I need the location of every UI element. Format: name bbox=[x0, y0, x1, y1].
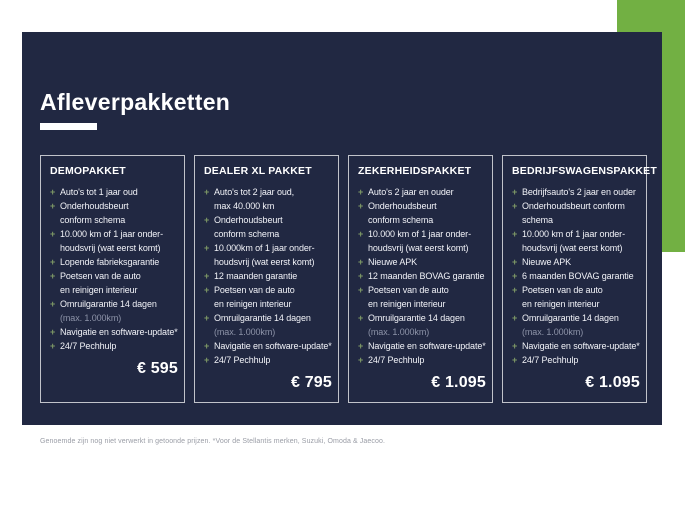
feature-line: en reinigen interieur bbox=[214, 299, 292, 309]
package-name: ZEKERHEIDSPAKKET bbox=[358, 165, 472, 177]
package-card bbox=[502, 155, 657, 403]
feature-line: Onderhoudsbeurt bbox=[368, 201, 437, 211]
feature-line: Navigatie en software-update* bbox=[60, 327, 178, 337]
feature-line: houdsvrij (wat eerst komt) bbox=[60, 243, 161, 253]
title-underline bbox=[40, 123, 97, 130]
feature-line: en reinigen interieur bbox=[522, 299, 600, 309]
package-card bbox=[40, 155, 185, 403]
feature-item bbox=[358, 199, 486, 227]
feature-item bbox=[358, 269, 486, 283]
feature-line: Onderhoudsbeurt bbox=[60, 201, 129, 211]
feature-line: Auto's tot 1 jaar oud bbox=[60, 187, 138, 197]
package-price: € 795 bbox=[290, 374, 332, 391]
plus-bullet-icon: + bbox=[512, 355, 518, 365]
feature-line: max 40.000 km bbox=[214, 201, 275, 211]
feature-line: Poetsen van de auto bbox=[60, 271, 141, 281]
plus-bullet-icon: + bbox=[358, 285, 364, 295]
feature-item bbox=[204, 353, 332, 367]
plus-bullet-icon: + bbox=[512, 341, 518, 351]
feature-item bbox=[358, 353, 486, 367]
feature-item bbox=[204, 185, 332, 213]
feature-line: schema bbox=[522, 215, 553, 225]
slide-background bbox=[22, 32, 662, 425]
package-name: DEALER XL PAKKET bbox=[204, 165, 312, 177]
feature-line: conform schema bbox=[60, 215, 126, 225]
plus-bullet-icon: + bbox=[204, 243, 210, 253]
feature-line: Navigatie en software-update* bbox=[214, 341, 332, 351]
footnote: Genoemde zijn nog niet verwerkt in getoonde prijzen. *Voor de Stellantis merken, Suzuki, Omoda & Jaecoo. bbox=[40, 438, 386, 445]
plus-bullet-icon: + bbox=[358, 355, 364, 365]
feature-line: 10.000 km of 1 jaar onder- bbox=[368, 229, 471, 239]
feature-note: (max. 1.000km) bbox=[368, 327, 430, 337]
feature-line: Poetsen van de auto bbox=[368, 285, 449, 295]
plus-bullet-icon: + bbox=[50, 327, 56, 337]
plus-bullet-icon: + bbox=[512, 285, 518, 295]
feature-item bbox=[512, 353, 640, 367]
feature-line: 24/7 Pechhulp bbox=[214, 355, 271, 365]
package-card bbox=[194, 155, 339, 403]
plus-bullet-icon: + bbox=[204, 187, 210, 197]
feature-item bbox=[358, 227, 486, 255]
feature-line: Navigatie en software-update* bbox=[522, 341, 640, 351]
feature-item bbox=[358, 255, 486, 269]
feature-item bbox=[50, 269, 178, 297]
package-price: € 1.095 bbox=[585, 374, 640, 391]
feature-note: (max. 1.000km) bbox=[522, 327, 584, 337]
feature-line: 24/7 Pechhulp bbox=[60, 341, 117, 351]
plus-bullet-icon: + bbox=[204, 271, 210, 281]
feature-note: (max. 1.000km) bbox=[214, 327, 276, 337]
feature-line: Nieuwe APK bbox=[368, 257, 418, 267]
feature-item bbox=[512, 185, 640, 199]
plus-bullet-icon: + bbox=[50, 271, 56, 281]
plus-bullet-icon: + bbox=[50, 257, 56, 267]
feature-line: 10.000 km of 1 jaar onder- bbox=[522, 229, 625, 239]
feature-item bbox=[512, 283, 640, 311]
feature-line: houdsvrij (wat eerst komt) bbox=[368, 243, 469, 253]
plus-bullet-icon: + bbox=[358, 201, 364, 211]
feature-item bbox=[50, 325, 178, 339]
feature-item bbox=[204, 283, 332, 311]
feature-line: Bedrijfsauto's 2 jaar en ouder bbox=[522, 187, 636, 197]
feature-item bbox=[512, 339, 640, 353]
package-price: € 595 bbox=[136, 360, 178, 377]
plus-bullet-icon: + bbox=[358, 313, 364, 323]
feature-line: Auto's tot 2 jaar oud, bbox=[214, 187, 295, 197]
feature-line: 24/7 Pechhulp bbox=[368, 355, 425, 365]
feature-line: 6 maanden BOVAG garantie bbox=[522, 271, 634, 281]
feature-line: en reinigen interieur bbox=[368, 299, 446, 309]
feature-item bbox=[512, 269, 640, 283]
plus-bullet-icon: + bbox=[512, 257, 518, 267]
feature-line: Poetsen van de auto bbox=[522, 285, 603, 295]
feature-line: Navigatie en software-update* bbox=[368, 341, 486, 351]
feature-line: Nieuwe APK bbox=[522, 257, 572, 267]
plus-bullet-icon: + bbox=[50, 229, 56, 239]
plus-bullet-icon: + bbox=[512, 271, 518, 281]
plus-bullet-icon: + bbox=[204, 355, 210, 365]
feature-item bbox=[204, 311, 332, 339]
feature-line: en reinigen interieur bbox=[60, 285, 138, 295]
feature-line: Omruilgarantie 14 dagen bbox=[368, 313, 465, 323]
plus-bullet-icon: + bbox=[358, 271, 364, 281]
plus-bullet-icon: + bbox=[512, 229, 518, 239]
package-cards bbox=[40, 155, 657, 403]
feature-item bbox=[358, 339, 486, 353]
feature-item bbox=[50, 227, 178, 255]
feature-line: 12 maanden garantie bbox=[214, 271, 298, 281]
feature-item bbox=[204, 339, 332, 353]
feature-line: conform schema bbox=[214, 229, 280, 239]
feature-item bbox=[50, 199, 178, 227]
plus-bullet-icon: + bbox=[358, 341, 364, 351]
feature-line: 10.000 km of 1 jaar onder- bbox=[60, 229, 163, 239]
feature-item bbox=[204, 213, 332, 241]
package-price: € 1.095 bbox=[431, 374, 486, 391]
feature-item bbox=[358, 311, 486, 339]
feature-line: Omruilgarantie 14 dagen bbox=[214, 313, 311, 323]
feature-item bbox=[204, 241, 332, 269]
feature-item bbox=[512, 227, 640, 255]
plus-bullet-icon: + bbox=[358, 229, 364, 239]
package-name: BEDRIJFSWAGENSPAKKET bbox=[512, 165, 657, 177]
feature-item bbox=[50, 185, 178, 199]
feature-line: 10.000km of 1 jaar onder- bbox=[214, 243, 315, 253]
package-name: DEMOPAKKET bbox=[50, 165, 126, 177]
feature-line: 12 maanden BOVAG garantie bbox=[368, 271, 485, 281]
feature-line: Lopende fabrieksgarantie bbox=[60, 257, 160, 267]
feature-item bbox=[50, 255, 178, 269]
feature-line: Poetsen van de auto bbox=[214, 285, 295, 295]
feature-item bbox=[512, 255, 640, 269]
feature-item bbox=[512, 199, 640, 227]
plus-bullet-icon: + bbox=[512, 313, 518, 323]
plus-bullet-icon: + bbox=[50, 187, 56, 197]
feature-line: Omruilgarantie 14 dagen bbox=[522, 313, 619, 323]
plus-bullet-icon: + bbox=[358, 257, 364, 267]
plus-bullet-icon: + bbox=[204, 341, 210, 351]
feature-line: houdsvrij (wat eerst komt) bbox=[522, 243, 623, 253]
feature-item bbox=[50, 297, 178, 325]
plus-bullet-icon: + bbox=[204, 215, 210, 225]
feature-note: (max. 1.000km) bbox=[60, 313, 122, 323]
plus-bullet-icon: + bbox=[512, 187, 518, 197]
plus-bullet-icon: + bbox=[204, 285, 210, 295]
feature-item bbox=[204, 269, 332, 283]
feature-item bbox=[50, 339, 178, 353]
package-card bbox=[348, 155, 493, 403]
plus-bullet-icon: + bbox=[50, 299, 56, 309]
plus-bullet-icon: + bbox=[50, 201, 56, 211]
page-title: Afleverpakketten bbox=[40, 89, 231, 116]
feature-line: houdsvrij (wat eerst komt) bbox=[214, 257, 315, 267]
feature-line: Onderhoudsbeurt bbox=[214, 215, 283, 225]
feature-line: 24/7 Pechhulp bbox=[522, 355, 579, 365]
plus-bullet-icon: + bbox=[50, 341, 56, 351]
feature-line: Auto's 2 jaar en ouder bbox=[368, 187, 454, 197]
plus-bullet-icon: + bbox=[204, 313, 210, 323]
feature-item bbox=[512, 311, 640, 339]
plus-bullet-icon: + bbox=[512, 201, 518, 211]
feature-line: Omruilgarantie 14 dagen bbox=[60, 299, 157, 309]
feature-item bbox=[358, 283, 486, 311]
feature-line: Onderhoudsbeurt conform bbox=[522, 201, 625, 211]
feature-item bbox=[358, 185, 486, 199]
plus-bullet-icon: + bbox=[358, 187, 364, 197]
feature-line: conform schema bbox=[368, 215, 434, 225]
